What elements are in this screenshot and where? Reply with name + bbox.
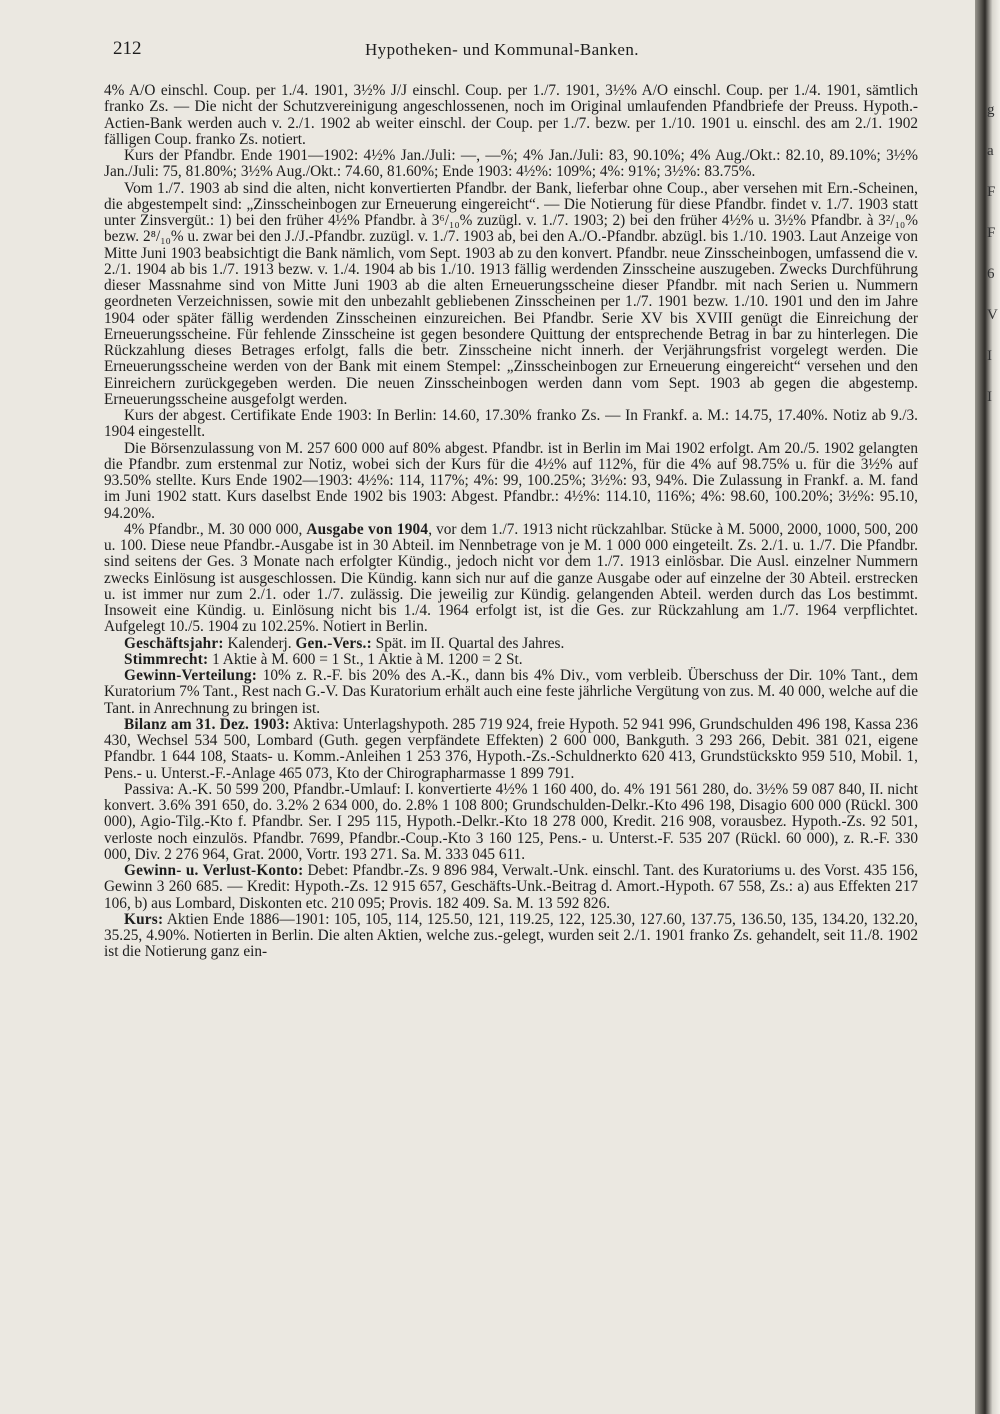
heading-kurs: Kurs: xyxy=(124,910,164,928)
facing-page-edge xyxy=(987,90,1000,418)
body-span: 10% z. R.-F. bis 20% des A.-K., dann bis 4% Div., vom verbleib. Überschuss der Dir. 10% Tant., dem Kuratorium 7% Tant., Rest nach G.-V. Das Kuratorium erhält auch eine feste jährliche Vergütung von zus. M. 40 000, welche auf die Tant. in Anrechnung zu bringen ist. xyxy=(104,667,918,717)
edge-letter: V xyxy=(987,307,998,323)
heading-geschaeftsjahr: Geschäftsjahr: xyxy=(124,634,224,652)
paragraph-konvertierung: Vom 1./7. 1903 ab sind die alten, nicht konvertierten Pfandbr. der Bank, lieferbar ohne Coup., aber versehen mit Ern.-Scheinen, die abgestempelt sind: „Zinsscheinbogen zur Erneuerung eingereicht“. — Die Notierung für diese Pfandbr. findet v. 1./7. 1903 statt unter Zinsvergüt.: 1) bei den früher 4½% Pfandbr. à 3⁶/₁₀% zuzügl. v. 1./7. 1903; 2) bei den früher 4½% u. 3½% Pfandbr. à 3²/₁₀% bezw. 2⁸/₁₀% u. zwar bei den J./J.-Pfandbr. zuzügl. v. 1./7. 1903 ab, bei den A./O.-Pfandbr. abzügl. bis 1./10. 1903. Laut Anzeige von Mitte Juni 1903 beabsichtigt die Bank nämlich, vom Sept. 1903 ab zu den konvert. Pfandbr. neue Zinsscheinbogen, umfassend die v. 2./1. 1904 ab bis 1./7. 1913 bezw. v. 1./4. 1904 ab bis 1./10. 1913 fällig werdenden Zinsscheine auszugeben. Zwecks Durchführung dieser Massnahme sind von Mitte Juni 1903 ab die alten Erneuerungsscheine dieser Pfandbr. mit nach Serien u. Nummern geordneten Verzeichnissen, sowie mit den unbezahlt gebliebenen Zinsscheinen per 1./7. 1901 bezw. 1./10. 1901 und den im Jahre 1904 oder später fällig werdenden Zinsscheinen einzureichen. Bei Pfandbr. Serie XV bis XVIII genügt die Einreichung der Erneuerungsscheine. Für fehlende Zinsscheine ist gegen besondere Quittung der entsprechende Betrag in bar zu hinterlegen. Die Rückzahlung dieses Betrages erfolgt, falls die betr. Zinsscheine nicht innerh. der Verjährungsfrist vorgelegt werden. Die Erneuerungsscheine werden von der Bank mit einem Stempel: „Zinsscheinbogen zur Erneuerung eingereicht“ versehen und den Einreichern zurückgegeben werden. Die neuen Zinsscheinbogen werden dann vom Sept. 1903 ab gegen die abgestemp. Erneuerungsscheine ausgefolgt werden. xyxy=(104,179,918,408)
edge-letter: F xyxy=(987,184,996,200)
paragraph-kurs-aktien xyxy=(104,912,918,961)
edge-letter: g xyxy=(987,102,995,118)
body-span: Aktiva: Unterlagshypoth. 285 719 924, freie Hypoth. 52 941 996, Grundschulden 496 198, Kassa 236 430, Wechsel 534 500, Lombard (Guth. gegen verpfändete Effekten) 2 600 000, Bankguth. 3 293 266, Debit. 381 021, eigene Pfandbr. 1 644 108, Staats- u. Komm.-Anleihen 1 253 376, Hypoth.-Zs.-Schuldnerkto 620 413, Grundstückskto 959 510, Mobil. 1, Pens.- u. Unterst.-F.-Anlage 465 073, Kto der Chirographarmasse 1 899 791. xyxy=(104,715,918,782)
paragraph-gewinn-verlust xyxy=(104,863,918,912)
heading-gewinn-verlust: Gewinn- u. Verlust-Konto: xyxy=(124,862,304,879)
running-head: Hypotheken- und Kommunal-Banken. xyxy=(365,40,639,59)
page-header xyxy=(113,38,913,68)
heading-gewinn-verteilung: Gewinn-Verteilung: xyxy=(124,667,258,684)
paragraph-stimmrecht xyxy=(104,652,918,668)
body-span: Aktien Ende 1886—1901: 105, 105, 114, 125.50, 121, 119.25, 122, 125.30, 127.60, 137.75, 136.50, 135, 134.20, 132.20, 35.25, 4.90%. Notierten in Berlin. Die alten Aktien, welche zus.-gelegt, wurden seit 2./1. 1901 franko Zs. gehandelt, seit 11./8. 1902 ist die Notierung ganz ein- xyxy=(104,910,918,961)
paragraph-boersenzulassung: Die Börsenzulassung von M. 257 600 000 auf 80% abgest. Pfandbr. ist in Berlin im Mai 1902 erfolgt. Am 20./5. 1902 gelangten die Pfandbr. zum erstenmal zur Notiz, wobei sich der Kurs für die 4½% auf 112%, für die 4% auf 98.75% u. für die 3½% auf 93.50% stellte. Kurs Ende 1902—1903: 4½%: 114, 117%; 4%: 99, 100.25%; 3½%: 93, 94%. Die Zulassung in Frankf. a. M. fand im Juni 1902 statt. Kurs daselbst Ende 1902 bis 1903: Abgest. Pfandbr.: 4½%: 114.10, 116%; 4%: 98.60, 100.20%; 3½%: 95.10, 94.20%. xyxy=(104,439,918,522)
body-span: Debet: Pfandbr.-Zs. 9 896 984, Verwalt.-Unk. einschl. Tant. des Kuratoriums u. des Vorst. 435 156, Gewinn 3 260 685. — Kredit: Hypoth.-Zs. 12 915 657, Geschäfts-Unk.-Beitrag d. Amort.-Hypoth. 67 558, Zs.: a) aus Effekten 217 106, b) aus Lombard, Diskonten etc. 210 095; Provis. 182 409. Sa. M. 13 592 826. xyxy=(104,862,919,912)
paragraph-kurs-pfandbr: Kurs der Pfandbr. Ende 1901—1902: 4½% Jan./Juli: —, —%; 4% Jan./Juli: 83, 90.10%; 4% Aug./Okt.: 82.10, 89.10%; 3½% Jan./Juli: 75, 81.80%; 3½% Aug./Okt.: 74.60, 81.60%; Ende 1903: 4½%: 109%; 4%: 91%; 3½%: 83.75%. xyxy=(104,147,918,181)
body-span: 1 Aktie à M. 600 = 1 St., 1 Aktie à M. 1200 = 2 St. xyxy=(208,650,523,668)
paragraph-bilanz xyxy=(104,717,918,782)
paragraph-certifikate: Kurs der abgest. Certifikate Ende 1903: In Berlin: 14.60, 17.30% franko Zs. — In Frankf. a. M.: 14.75, 17.40%. Notiz ab 9./3. 1904 eingestellt. xyxy=(104,407,918,441)
body-span: Spät. im II. Quartal des Jahres. xyxy=(371,634,565,652)
paragraph-ausgabe-1904 xyxy=(104,522,918,636)
edge-letter: F xyxy=(987,225,996,241)
edge-letter: I xyxy=(987,389,992,405)
heading-ausgabe: Ausgabe von 1904 xyxy=(306,520,429,538)
edge-letter: 6 xyxy=(987,266,995,282)
edge-letter: a xyxy=(987,143,994,159)
paragraph-coupons: 4% A/O einschl. Coup. per 1./4. 1901, 3½% J/J einschl. Coup. per 1./7. 1901, 3½% A/O einschl. Coup. per 1./4. 1901, sämtlich franko Zs. — Die nicht der Schutzvereinigung angeschlossenen, noch im Original umlaufenden Pfandbriefe der Preuss. Hypoth.-Actien-Bank werden auch v. 2./1. 1902 ab weiter einschl. der Coup. per 1./7. bezw. per 1./10. 1901 u. einschl. des am 2./1. 1902 fälligen Coup. franko Zs. notiert. xyxy=(104,82,918,148)
body-text xyxy=(104,83,918,961)
heading-bilanz: Bilanz am 31. Dez. 1903: xyxy=(124,715,290,733)
paragraph-geschaeftsjahr xyxy=(104,636,918,652)
body-span: Kalenderj. xyxy=(223,634,296,652)
paragraph-gewinn-verteilung xyxy=(104,668,918,717)
page-number: 212 xyxy=(113,38,142,59)
heading-gen-vers: Gen.-Vers.: xyxy=(295,634,372,652)
paragraph-passiva: Passiva: A.-K. 50 599 200, Pfandbr.-Umlauf: I. konvertierte 4½% 1 160 400, do. 4% 191 561 280, do. 3½% 59 087 840, II. nicht konvert. 3.6% 391 650, do. 3.2% 2 634 000, do. 2.8% 1 108 800; Grundschulden-Delkr.-Kto 496 198, Disagio 600 000 (Rückl. 300 000), Agio-Tilg.-Kto f. Pfandbr. Ser. I 295 115, Hypoth.-Delkr.-Kto 18 278 000, Kredit. 216 908, vorausbez. Hypoth.-Zs. 92 501, verloste noch einzulös. Pfandbr. 7699, Pfandbr.-Coup.-Kto 3 160 125, Pens.- u. Unterst.-F. 535 207 (Rückl. 60 000), z. R.-F. 330 000, Div. 2 276 964, Grat. 2000, Vortr. 193 271. Sa. M. 333 045 611. xyxy=(104,780,918,863)
body-span: , vor dem 1./7. 1913 nicht rückzahlbar. Stücke à M. 5000, 2000, 1000, 500, 200 u. 100. Diese neue Pfandbr.-Ausgabe ist in 30 Abteil. im Nennbetrage von je M. 1 000 000 eingeteilt. Zs. 2./1. u. 1./7. Die Pfandbr. sind seitens der Ges. 3 Monate nach erfolgter Kündig., jedoch nicht vor dem 1./7. 1913 einlösbar. Die Ausl. einzelner Nummern zwecks Einlösung ist ausgeschlossen. Die Kündig. kann sich nur auf die ganze Ausgabe oder auf einzelne der 30 Abteil. erstrecken u. ist immer nur zum 2./1. oder 1./7. zulässig. Die jeweilig zur Kündig. gelangenden Abteil. werden durch das Los bestimmt. Insoweit eine Kündig. u. Einlösung nicht bis 1./4. 1964 erfolgt ist, ist die Ges. zur Rückzahlung am 1./7. 1964 verpflichtet. Aufgelegt 10./5. 1904 zu 102.25%. Notiert in Berlin. xyxy=(104,520,918,636)
heading-stimmrecht: Stimmrecht: xyxy=(124,650,209,668)
lead-text: 4% Pfandbr., M. 30 000 000, xyxy=(124,520,307,538)
edge-letter: I xyxy=(987,348,992,364)
